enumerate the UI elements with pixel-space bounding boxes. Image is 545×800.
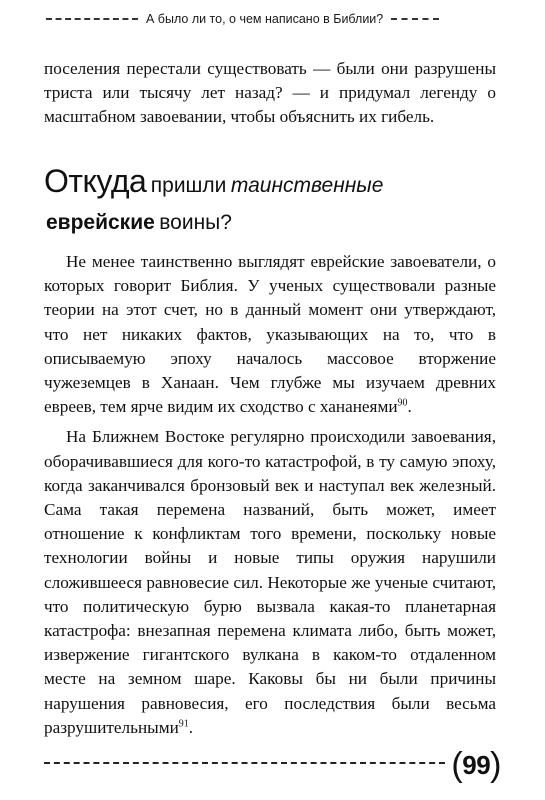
paragraph-2-end: . bbox=[188, 717, 194, 737]
intro-paragraph-block bbox=[44, 57, 496, 130]
section-heading-line-1 bbox=[44, 164, 504, 205]
heading-word-voiny: воины? bbox=[159, 211, 232, 234]
heading-word-evreyskie: еврейские bbox=[46, 211, 155, 234]
heading-word-tainstvennye: таинственные bbox=[230, 174, 384, 197]
paragraph-2 bbox=[44, 425, 496, 740]
page-number-open-paren: ( bbox=[451, 745, 463, 784]
paragraph-2-text: На Ближнем Востоке регулярно происходили завоевания, оборачивавшиеся для кого-то катастрофой, в ту самую эпоху, когда заканчивался бронзовый век и наступал век железный. Сама такая перемена названий, быть может, имеет отношение к конфликтам того времени, поскольку новые технологии войны и новые типы оружия нарушили сложившееся равновесие сил. Некоторые же ученые считают, что политическую бурю вызвала какая-то планетарная катастрофа: внезапная перемена климата либо, быть может, извержение гигантского вулкана в каком-то отдаленном месте на земном шаре. Каковы бы ни были причины нарушения равновесия, его последствия были весьма разрушительными bbox=[44, 427, 496, 737]
body-text bbox=[44, 250, 496, 740]
footnote-ref-90[interactable]: 90 bbox=[397, 397, 408, 409]
heading-word-prishli: пришли bbox=[150, 174, 227, 197]
intro-paragraph: поселения перестали существовать — были они разрушены триста или тысячу лет назад? — и придумал легенду о масштабном завоевании, чтобы объяснить их гибель. bbox=[44, 59, 496, 127]
running-header bbox=[46, 12, 501, 26]
page-number-close-paren: ) bbox=[490, 745, 501, 784]
running-title: А было ли то, о чем написано в Библии? bbox=[146, 12, 384, 26]
paragraph-1 bbox=[44, 250, 496, 419]
footer-dash-line bbox=[44, 762, 445, 764]
header-dash-line-right bbox=[391, 18, 439, 20]
page-number-value: 99 bbox=[462, 749, 491, 780]
page-footer bbox=[44, 743, 501, 783]
section-heading-line-2 bbox=[44, 205, 504, 242]
footnote-ref-91[interactable]: 91 bbox=[178, 718, 189, 730]
section-heading bbox=[44, 164, 504, 242]
page-number bbox=[451, 744, 501, 783]
header-dash-line-left bbox=[46, 18, 138, 20]
paragraph-1-text: Не менее таинственно выглядят еврейские завоеватели, о которых говорит Библия. У ученых существовали разные теории на этот счет, но в данный момент они утверждают, что нет никаких фактов, указывающих на то, что в описываемую эпоху началось массовое вторжение чужеземцев в Ханаан. Чем глубже мы изучаем древних евреев, тем ярче видим их сходство с хананеями bbox=[44, 252, 496, 417]
paragraph-1-end: . bbox=[407, 397, 412, 417]
heading-word-otkuda: Откуда bbox=[44, 163, 147, 199]
